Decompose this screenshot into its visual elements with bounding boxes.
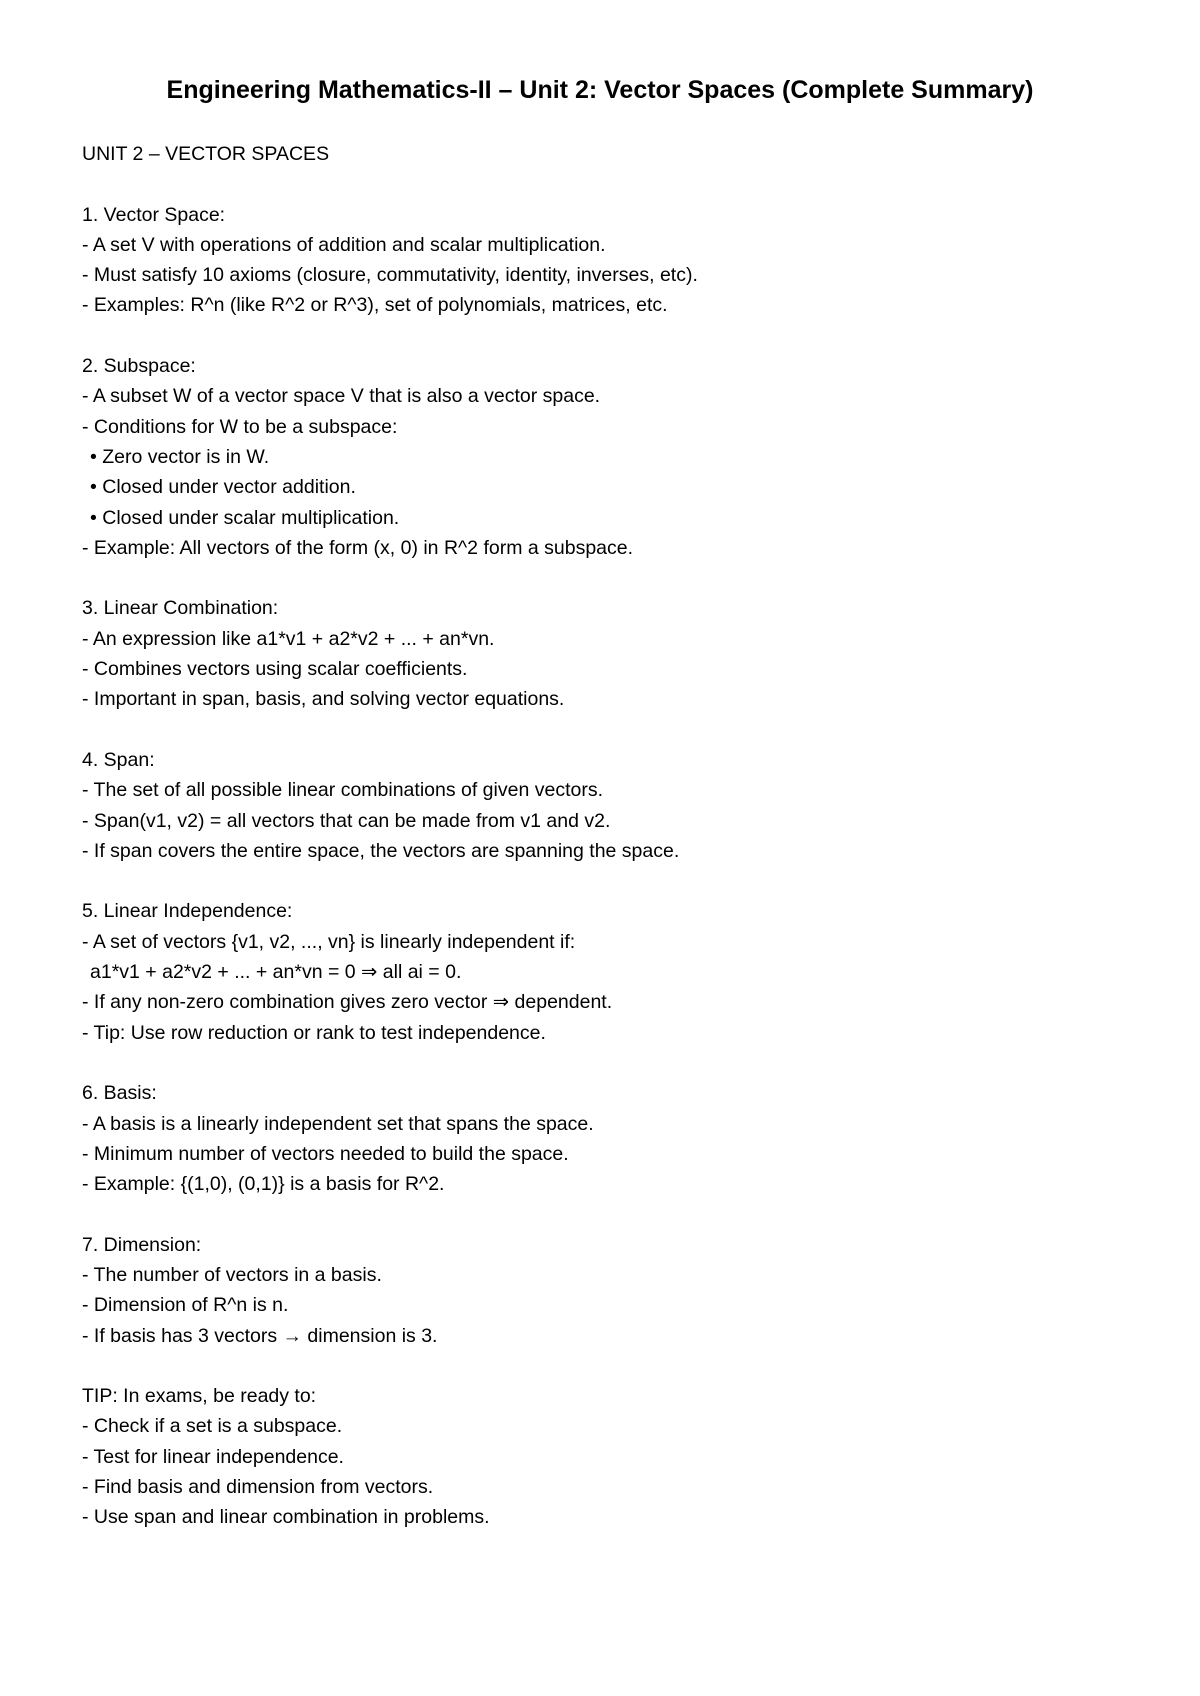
section-line: - Dimension of R^n is n. <box>82 1294 289 1317</box>
section-heading: 5. Linear Independence: <box>82 900 293 923</box>
bullet-item: • Zero vector is in W. <box>90 445 270 468</box>
bullet-item: • Closed under scalar multiplication. <box>90 506 400 529</box>
section-heading: 7. Dimension: <box>82 1233 202 1256</box>
section-line: - An expression like a1*v1 + a2*v2 + ... + an*vn. <box>82 627 495 650</box>
section-line: - A basis is a linearly independent set that spans the space. <box>82 1112 594 1135</box>
section-linear-combination <box>82 593 1142 714</box>
spacer <box>82 1351 1142 1381</box>
section-heading: 6. Basis: <box>82 1082 157 1105</box>
section-line: - Important in span, basis, and solving vector equations. <box>82 688 565 711</box>
spacer <box>82 866 1142 896</box>
spacer <box>82 563 1142 593</box>
section-exam-tips <box>82 1381 1142 1532</box>
section-line: - Tip: Use row reduction or rank to test independence. <box>82 1021 546 1044</box>
section-line: - Use span and linear combination in problems. <box>82 1506 490 1529</box>
section-line: - A subset W of a vector space V that is also a vector space. <box>82 385 601 408</box>
section-line: - A set V with operations of addition and scalar multiplication. <box>82 233 606 256</box>
section-span <box>82 745 1142 866</box>
section-line: - The set of all possible linear combinations of given vectors. <box>82 779 603 802</box>
spacer <box>82 1048 1142 1078</box>
spacer <box>82 715 1142 745</box>
section-line: - If any non-zero combination gives zero vector ⇒ dependent. <box>82 991 613 1014</box>
spacer <box>82 1199 1142 1229</box>
section-line: - Span(v1, v2) = all vectors that can be made from v1 and v2. <box>82 809 611 832</box>
section-line: - The number of vectors in a basis. <box>82 1263 382 1286</box>
section-line: - Minimum number of vectors needed to build the space. <box>82 1142 569 1165</box>
equation-line: a1*v1 + a2*v2 + ... + an*vn = 0 ⇒ all ai = 0. <box>90 961 462 984</box>
section-line: - Test for linear independence. <box>82 1445 344 1468</box>
section-heading: TIP: In exams, be ready to: <box>82 1385 317 1408</box>
section-dimension <box>82 1230 1142 1351</box>
section-subspace <box>82 351 1142 563</box>
section-heading: 2. Subspace: <box>82 355 196 378</box>
spacer <box>82 321 1142 351</box>
section-line: - Must satisfy 10 axioms (closure, commutativity, identity, inverses, etc). <box>82 264 698 287</box>
section-line: - A set of vectors {v1, v2, ..., vn} is linearly independent if: <box>82 930 576 953</box>
section-line: - If span covers the entire space, the vectors are spanning the space. <box>82 839 680 862</box>
section-heading: 3. Linear Combination: <box>82 597 279 620</box>
section-line: - Conditions for W to be a subspace: <box>82 415 398 438</box>
section-line: - Example: All vectors of the form (x, 0) in R^2 form a subspace. <box>82 536 634 559</box>
section-line: - Check if a set is a subspace. <box>82 1415 343 1438</box>
section-heading: 1. Vector Space: <box>82 203 226 226</box>
section-heading: 4. Span: <box>82 748 155 771</box>
section-line: - Example: {(1,0), (0,1)} is a basis for R^2. <box>82 1173 445 1196</box>
bullet-item: • Closed under vector addition. <box>90 476 356 499</box>
document-content <box>82 139 1142 1533</box>
document-title: Engineering Mathematics-II – Unit 2: Vector Spaces (Complete Summary) <box>166 76 1034 104</box>
section-linear-independence <box>82 896 1142 1047</box>
section-basis <box>82 1078 1142 1199</box>
section-line: - Combines vectors using scalar coefficients. <box>82 658 468 681</box>
unit-heading: UNIT 2 – VECTOR SPACES <box>82 143 330 165</box>
section-line: - Examples: R^n (like R^2 or R^3), set of polynomials, matrices, etc. <box>82 294 668 317</box>
section-line: - Find basis and dimension from vectors. <box>82 1476 434 1499</box>
section-line: - If basis has 3 vectors → dimension is 3. <box>82 1324 438 1347</box>
section-vector-space <box>82 200 1142 321</box>
spacer <box>82 169 1142 199</box>
